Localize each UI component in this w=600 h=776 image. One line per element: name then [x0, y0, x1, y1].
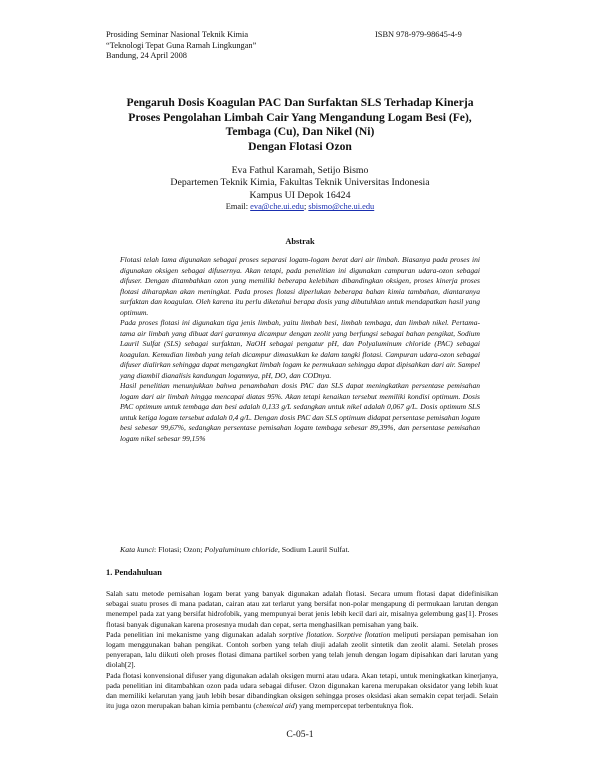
page-number: C-05-1 — [286, 729, 314, 740]
text-run: Pada flotasi konvensional difuser yang digunakan adalah oksigen murni atau udara. Akan tetapi, untuk meningkatkan kinerjanya, pada penelitian ini ditambahkan ozon pada udara sebagai difuser. Ozon digunakan karena merupakan oksidator yang lebih kuat dan memiliki kelarutan yang jauh lebih besar dibandingkan oksigen sehingga proses oksidasi akan semakin cepat terjadi. Selain itu juga ozon merupakan bahan kimia pembantu ( — [106, 670, 498, 711]
body-paragraph — [106, 671, 498, 712]
body-paragraph: Salah satu metode pemisahan logam berat yang banyak digunakan adalah flotasi. Secara umum flotasi dapat didefinisikan sebagai suatu proses di mana padatan, cairan atau zat terlarut yang bersifat non-polar mengapung di permukaan larutan dengan menempel pada zat yang bersifat hidrofobik, yang mempunyai berat jenis lebih kecil dari air, misalnya gelembung gas[1]. Proses flotasi banyak digunakan karena prosesnya mudah dan cepat, serta menghasilkan pemisahan yang baik. — [106, 589, 498, 629]
keywords-italic: Polyaluminum chloride — [204, 545, 278, 554]
author-names: Eva Fathul Karamah, Setijo Bismo — [231, 165, 369, 176]
email-label: Email: — [225, 202, 251, 212]
keywords-line — [120, 545, 500, 555]
email-link-eva[interactable]: eva@che.ui.edu — [250, 202, 304, 212]
italic-term: Sorptive flotation — [336, 629, 391, 639]
affiliation: Departemen Teknik Kimia, Fakultas Teknik Universitas Indonesia — [170, 177, 430, 189]
abstract-body — [120, 255, 480, 444]
paper-title — [90, 96, 510, 154]
seminar-date: Bandung, 24 April 2008 — [106, 51, 187, 61]
email-line — [90, 202, 510, 213]
keywords-end: , Sodium Lauril Sulfat. — [277, 545, 350, 554]
seminar-theme: “Teknologi Tepat Guna Ramah Lingkungan” — [106, 40, 257, 50]
email-link-sbismo[interactable]: sbismo@che.ui.edu — [308, 202, 375, 212]
section-heading: 1. Pendahuluan — [106, 568, 162, 577]
text-run: meliputi persiapan pemisahan ion logam menggunakan bahan pengikat. Contoh sorben yang telah diuji adalah zeolit sintetik dan zeolit alami. Setelah proses penyerapan, lalu diikuti oleh proses flotasi dimana partikel sorben yang telah jenuh dengan logam dipisahkan dari larutan yang diolah[2]. — [106, 629, 498, 670]
isbn: ISBN 978-979-98645-4-9 — [375, 30, 462, 39]
keywords-label: Kata kunci — [120, 545, 154, 554]
body-paragraph — [106, 630, 498, 671]
title-line: Dengan Flotasi Ozon — [248, 139, 352, 153]
proceedings-name: Prosiding Seminar Nasional Teknik Kimia — [106, 30, 249, 39]
italic-term: sorptive flotation — [279, 629, 332, 639]
abstract-heading: Abstrak — [285, 237, 315, 246]
keywords-text: : Flotasi; Ozon; — [154, 545, 205, 554]
title-line: Pengaruh Dosis Koagulan PAC Dan Surfaktan SLS Terhadap Kinerja — [126, 96, 474, 109]
text-run: Pada penelitian ini mekanisme yang digunakan adalah — [106, 629, 280, 639]
text-run: . — [331, 629, 337, 639]
title-line: Tembaga (Cu), Dan Nikel (Ni) — [225, 125, 375, 139]
author-block — [90, 165, 510, 213]
abstract-paragraph: Flotasi telah lama digunakan sebagai proses separasi logam-logam berat dari air limbah. Biasanya pada proses ini digunakan oksigen sebagai difusernya. Akan tetapi, pada penelitian ini digunakan campuran udara-ozon sebagai difuser. Dengan ditambahkan ozon yang memiliki beberapa kelebihan dibandingkan oksigen, proses kinerja proses flotasi diharapkan akan meningkat. Pada proses flotasi diperlukan beberapa bahan kimia tambahan, diantaranya surfaktan dan koagulan. Oleh karena itu perlu diketahui berapa dosis yang dibutuhkan untuk mendapatkan hasil yang optimum. — [120, 255, 480, 317]
address: Kampus UI Depok 16424 — [249, 189, 351, 201]
running-header — [106, 30, 256, 62]
abstract-paragraph: Pada proses flotasi ini digunakan tiga jenis limbah, yaitu limbah besi, limbah tembaga, dan limbah nikel. Pertama-tama air limbah yang dibuat dari garamnya dicampur dengan zeolit yang berfungsi sebagai bahan pengikat, Sodium Lauril Sulfat (SLS) sebagai surfaktan, NaOH sebagai pengatur pH, dan Polyaluminum chloride (PAC) sebagai koagulan. Kemudian limbah yang telah dicampur dimasukkan ke dalam tangki flotasi. Campuran udara-ozon sebagai difuser dialirkan sehingga dapat mengangkat limbah logam ke permukaan sehingga dapat dipisahkan dari air. Sampel yang diambil dianalisis kandungan logamnya, pH, DO, dan CODnya. — [120, 318, 480, 380]
text-run: ) yang mempercepat terbentuknya flok. — [294, 701, 414, 711]
email-separator: ; — [303, 202, 309, 212]
abstract-paragraph: Hasil penelitian menunjukkan bahwa penambahan dosis PAC dan SLS dapat meningkatkan persentase pemisahan logam dari air limbah hingga mencapai diatas 95%. Akan tetapi kenaikan tersebut memiliki kondisi optimum. Dosis PAC optimum untuk tembaga dan besi adalah 0,133 g/L sedangkan untuk nikel adalah 0,067 g/L. Dosis optimum SLS untuk ketiga logam tersebut adalah 0,4 g/L. Dengan dosis PAC dan SLS optimum didapat persentase pemisahan logam besi sebesar 99,67%, sedangkan persentase pemisahan logam tembaga sebesar 89,39%, dan persentase pemisahan logam nikel sebesar 99,15% — [120, 381, 481, 443]
body-text — [106, 589, 498, 711]
title-line: Proses Pengolahan Limbah Cair Yang Mengandung Logam Besi (Fe), — [128, 110, 472, 124]
italic-term: chemical aid — [255, 701, 295, 711]
